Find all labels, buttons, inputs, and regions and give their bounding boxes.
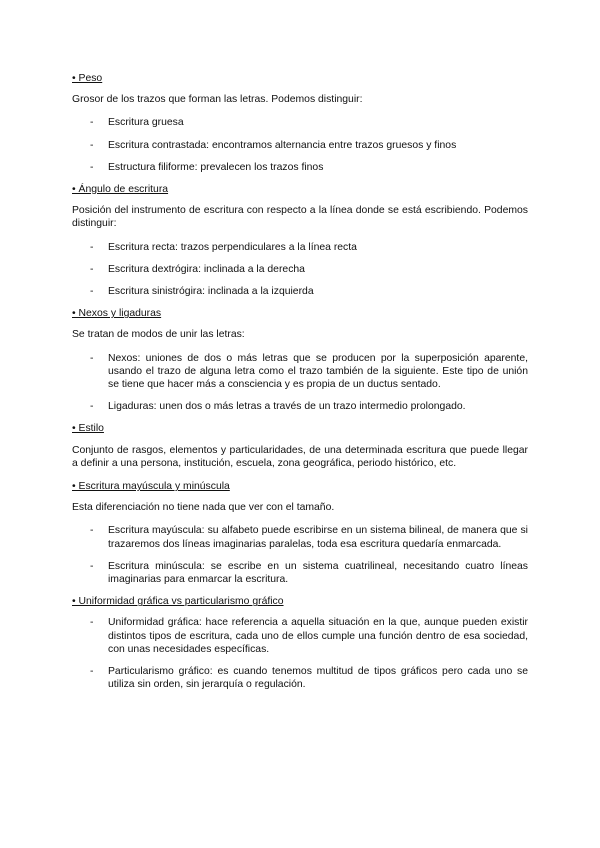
bullet-list — [72, 352, 528, 414]
list-item: - Estructura filiforme: prevalecen los trazos finos — [90, 161, 324, 173]
list-item: - Escritura contrastada: encontramos alternancia entre trazos gruesos y finos — [90, 139, 457, 151]
section-heading: • Peso — [72, 73, 103, 84]
list-item: - Uniformidad gráfica: hace referencia a aquella situación en la que, aunque pueden existir distintos tipos de escritura, cada uno de ellos cumple una función dentro de esa sociedad, con unas necesidades específicas. — [90, 617, 528, 655]
section-intro: Se tratan de modos de unir las letras: — [72, 329, 245, 341]
section-heading: • Escritura mayúscula y minúscula — [72, 481, 230, 493]
list-item: - Escritura sinistrógira: inclinada a la izquierda — [90, 286, 314, 298]
document-body — [72, 72, 528, 701]
section-estilo — [72, 422, 528, 470]
bullet-list — [72, 241, 528, 299]
section-intro: Grosor de los trazos que forman las letras. Podemos distinguir: — [72, 94, 363, 106]
list-item: - Ligaduras: unen dos o más letras a través de un trazo intermedio prolongado. — [90, 401, 466, 413]
list-item: - Escritura mayúscula: su alfabeto puede escribirse en un sistema bilineal, de manera que si trazaremos dos líneas imaginarias paralelas, toda esa escritura quedaría enmarcada. — [90, 525, 528, 550]
section-nexos — [72, 307, 528, 413]
section-angulo — [72, 183, 528, 298]
section-heading: • Estilo — [72, 423, 104, 435]
list-item: - Escritura gruesa — [90, 117, 184, 129]
section-intro: Esta diferenciación no tiene nada que ver con el tamaño. — [72, 502, 335, 514]
section-intro: Conjunto de rasgos, elementos y particularidades, de una determinada escritura que puede llegar a definir a una persona, institución, escuela, zona geográfica, periodo histórico, etc. — [72, 444, 528, 469]
list-item: - Particularismo gráfico: es cuando tenemos multitud de tipos gráficos pero cada uno se utiliza sin orden, sin jerarquía o regulación. — [90, 666, 528, 691]
section-heading: • Ángulo de escritura — [72, 184, 169, 196]
list-item: - Escritura recta: trazos perpendiculares a la línea recta — [90, 241, 357, 253]
bullet-list — [72, 616, 528, 691]
list-item: - Escritura minúscula: se escribe en un sistema cuatrilineal, necesitando cuatro líneas imaginarias para enmarcar la escritura. — [90, 560, 528, 586]
section-heading: • Nexos y ligaduras — [72, 308, 162, 320]
section-uniformidad — [72, 595, 528, 691]
section-heading: • Uniformidad gráfica vs particularismo gráfico — [72, 596, 284, 608]
bullet-list — [72, 116, 528, 174]
bullet-list — [72, 524, 528, 586]
list-item: - Escritura dextrógira: inclinada a la derecha — [90, 263, 305, 275]
section-mayuscula-minuscula — [72, 480, 528, 586]
section-intro: Posición del instrumento de escritura con respecto a la línea donde se está escribiendo. Podemos distinguir: — [72, 205, 528, 230]
section-peso — [72, 72, 528, 174]
list-item: - Nexos: uniones de dos o más letras que se producen por la superposición aparente, usando el trazo de alguna letra como el trazo también de la siguiente. Este tipo de unión se tiene que hacer más a consciencia y es propia de un ductus sentado. — [90, 352, 528, 391]
